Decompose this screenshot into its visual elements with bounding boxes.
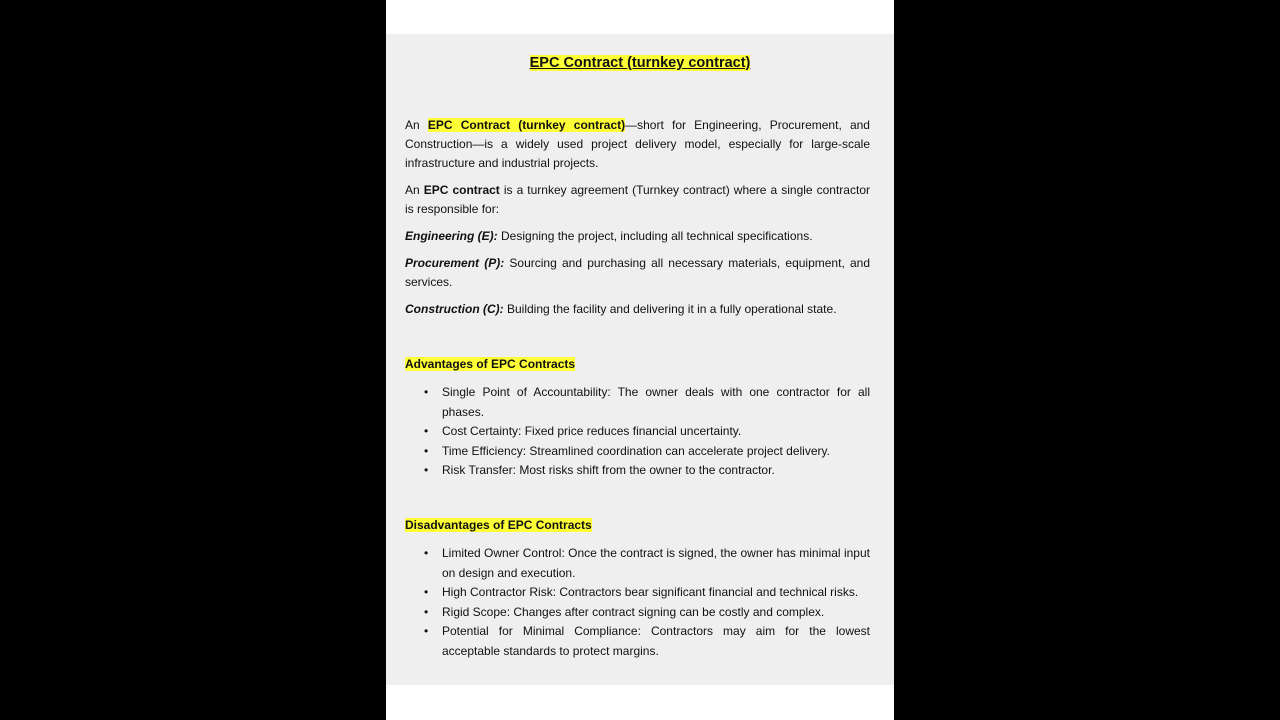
disadvantages-list	[405, 544, 870, 661]
list-item: • Time Efficiency: Streamlined coordination can accelerate project delivery.	[442, 442, 870, 462]
list-item: • Cost Certainty: Fixed price reduces financial uncertainty.	[442, 422, 870, 442]
disadvantages-heading: Disadvantages of EPC Contracts	[405, 518, 592, 532]
advantages-heading: Advantages of EPC Contracts	[405, 357, 576, 371]
document-page	[386, 0, 894, 720]
intro-paragraph-2: An EPC contract is a turnkey agreement (Turnkey contract) where a single contractor is responsible for:	[405, 183, 870, 216]
construction-paragraph: Construction (C): Building the facility and delivering it in a fully operational state.	[405, 302, 837, 316]
list-item: • Rigid Scope: Changes after contract signing can be costly and complex.	[442, 603, 870, 623]
list-item: • Limited Owner Control: Once the contract is signed, the owner has minimal input on design and execution.	[442, 544, 870, 583]
intro-paragraph-1: An EPC Contract (turnkey contract)—short for Engineering, Procurement, and Construction—is a widely used project delivery model, especially for large-scale infrastructure and industrial projects.	[405, 118, 870, 170]
procurement-paragraph: Procurement (P): Sourcing and purchasing all necessary materials, equipment, and services.	[405, 256, 870, 289]
highlighted-term: EPC Contract (turnkey contract)	[427, 118, 626, 132]
advantages-list	[405, 383, 870, 481]
document-title: EPC Contract (turnkey contract)	[529, 55, 751, 71]
list-item: • Single Point of Accountability: The owner deals with one contractor for all phases.	[442, 383, 870, 422]
list-item: • Potential for Minimal Compliance: Contractors may aim for the lowest acceptable standards to protect margins.	[442, 622, 870, 661]
list-item: • High Contractor Risk: Contractors bear significant financial and technical risks.	[442, 583, 870, 603]
list-item: • Risk Transfer: Most risks shift from the owner to the contractor.	[442, 461, 870, 481]
document-body	[386, 34, 894, 685]
intro-section	[405, 116, 870, 327]
engineering-paragraph: Engineering (E): Designing the project, including all technical specifications.	[405, 229, 813, 243]
